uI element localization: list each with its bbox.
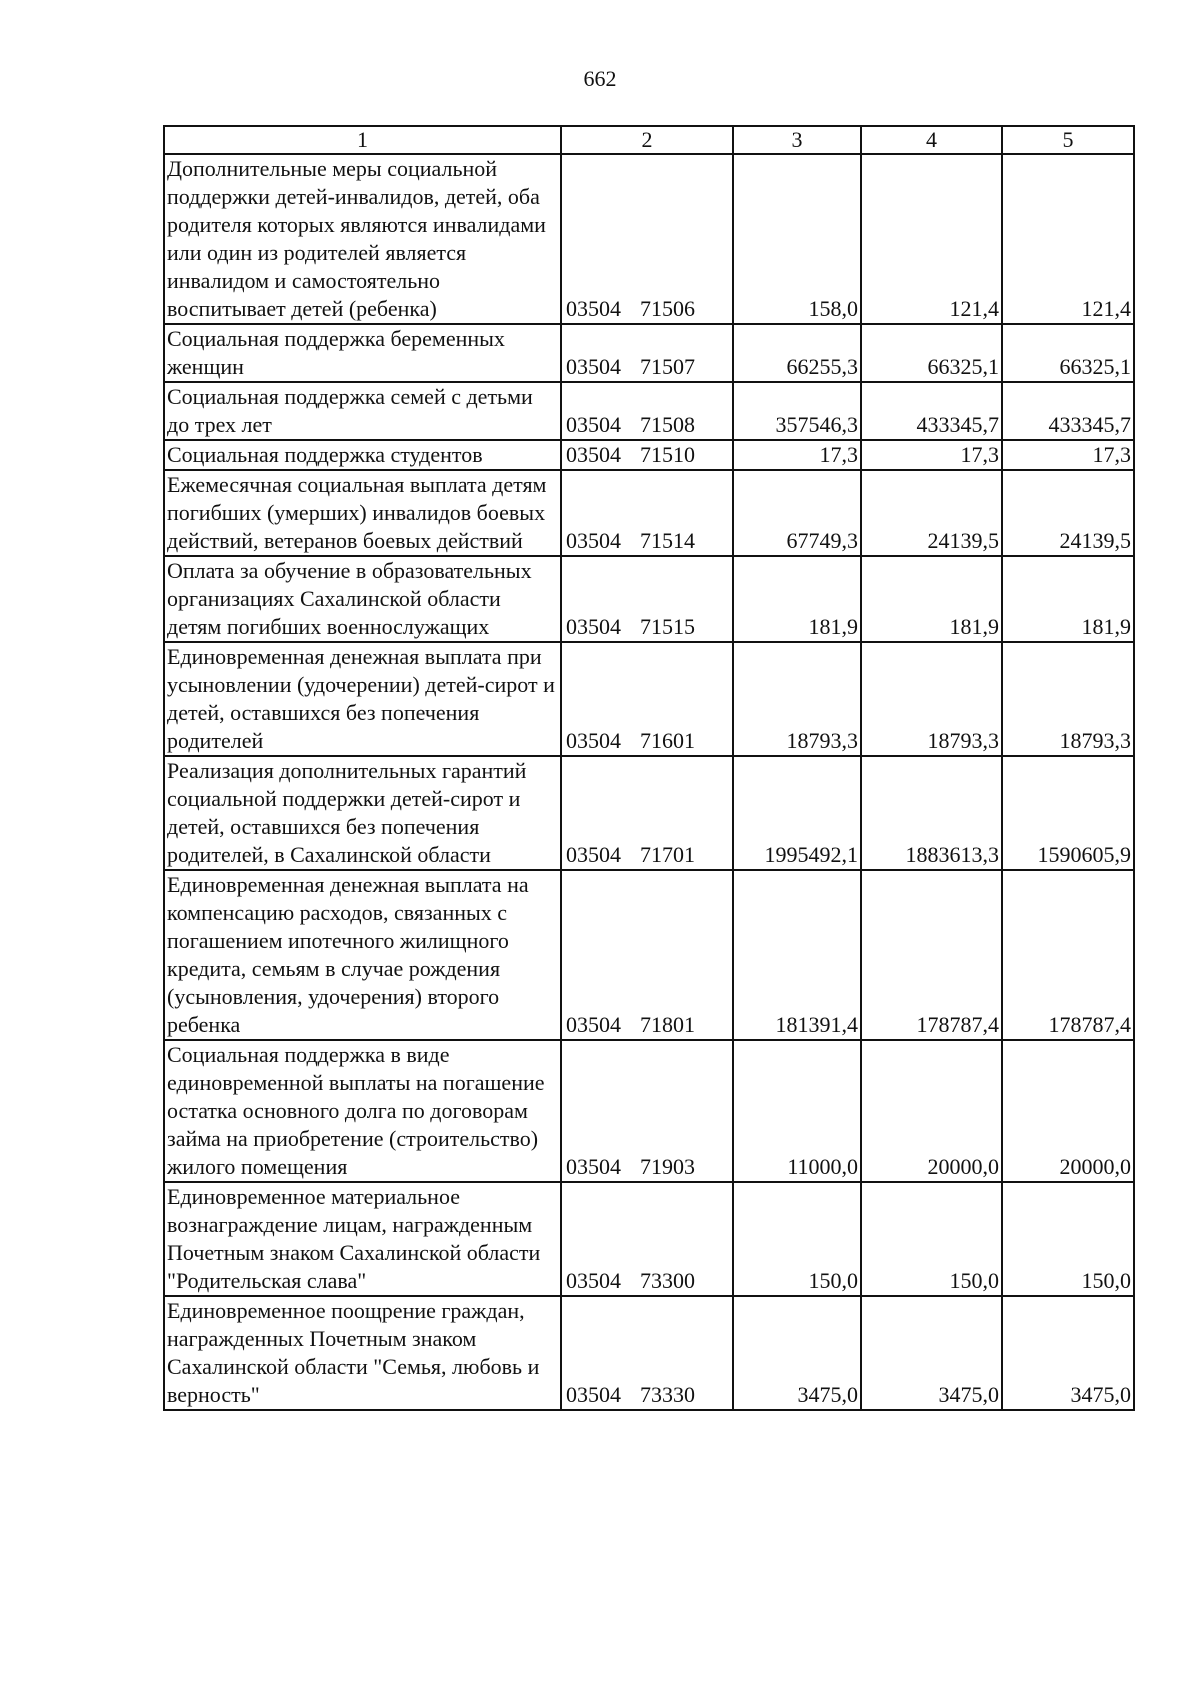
row-value-v5: 20000,0 xyxy=(1002,1040,1134,1182)
budget-table xyxy=(163,125,1135,1411)
row-value-v3: 181,9 xyxy=(733,556,861,642)
table-row xyxy=(164,1182,1134,1296)
row-value-v5: 1590605,9 xyxy=(1002,756,1134,870)
row-code xyxy=(561,470,733,556)
row-code-section: 03504 xyxy=(566,1268,621,1293)
row-name: Ежемесячная социальная выплата детям погибших (умерших) инвалидов боевых действий, ветеранов боевых действий xyxy=(164,470,561,556)
row-value-v4: 150,0 xyxy=(861,1182,1002,1296)
row-value-v4: 433345,7 xyxy=(861,382,1002,440)
row-code-article: 73300 xyxy=(640,1268,695,1293)
row-code xyxy=(561,642,733,756)
row-code xyxy=(561,756,733,870)
row-value-v3: 357546,3 xyxy=(733,382,861,440)
column-header: 4 xyxy=(861,126,1002,154)
row-code xyxy=(561,440,733,470)
row-name: Социальная поддержка в виде единовременной выплаты на погашение остатка основного долга по договорам займа на приобретение (строительство) жилого помещения xyxy=(164,1040,561,1182)
table-row xyxy=(164,1040,1134,1182)
row-value-v3: 18793,3 xyxy=(733,642,861,756)
row-value-v5: 121,4 xyxy=(1002,154,1134,324)
row-value-v5: 17,3 xyxy=(1002,440,1134,470)
row-value-v5: 18793,3 xyxy=(1002,642,1134,756)
table-row xyxy=(164,756,1134,870)
row-code-article: 71514 xyxy=(640,528,695,553)
row-code xyxy=(561,1296,733,1410)
table-row xyxy=(164,440,1134,470)
table-row xyxy=(164,1296,1134,1410)
row-code xyxy=(561,324,733,382)
row-value-v4: 18793,3 xyxy=(861,642,1002,756)
row-name: Реализация дополнительных гарантий социальной поддержки детей-сирот и детей, оставшихся без попечения родителей, в Сахалинской области xyxy=(164,756,561,870)
row-code-section: 03504 xyxy=(566,442,621,467)
row-code-article: 71601 xyxy=(640,728,695,753)
row-code xyxy=(561,1040,733,1182)
row-code xyxy=(561,870,733,1040)
table-row xyxy=(164,470,1134,556)
table-row xyxy=(164,642,1134,756)
row-value-v4: 3475,0 xyxy=(861,1296,1002,1410)
table-row xyxy=(164,154,1134,324)
row-value-v3: 158,0 xyxy=(733,154,861,324)
row-name: Единовременное материальное вознаграждение лицам, награжденным Почетным знаком Сахалинской области "Родительская слава" xyxy=(164,1182,561,1296)
row-value-v5: 3475,0 xyxy=(1002,1296,1134,1410)
row-value-v3: 150,0 xyxy=(733,1182,861,1296)
row-code-section: 03504 xyxy=(566,1154,621,1179)
row-value-v3: 67749,3 xyxy=(733,470,861,556)
row-name: Социальная поддержка беременных женщин xyxy=(164,324,561,382)
row-code-section: 03504 xyxy=(566,614,621,639)
row-code-article: 71506 xyxy=(640,296,695,321)
row-value-v4: 181,9 xyxy=(861,556,1002,642)
row-name: Социальная поддержка студентов xyxy=(164,440,561,470)
row-value-v5: 150,0 xyxy=(1002,1182,1134,1296)
row-code-section: 03504 xyxy=(566,354,621,379)
row-name: Социальная поддержка семей с детьми до трех лет xyxy=(164,382,561,440)
row-value-v4: 17,3 xyxy=(861,440,1002,470)
row-code-section: 03504 xyxy=(566,528,621,553)
row-code xyxy=(561,556,733,642)
row-value-v5: 24139,5 xyxy=(1002,470,1134,556)
row-value-v5: 181,9 xyxy=(1002,556,1134,642)
row-value-v5: 66325,1 xyxy=(1002,324,1134,382)
row-value-v3: 17,3 xyxy=(733,440,861,470)
row-value-v5: 433345,7 xyxy=(1002,382,1134,440)
row-code-article: 71507 xyxy=(640,354,695,379)
row-code-section: 03504 xyxy=(566,728,621,753)
table-row xyxy=(164,324,1134,382)
row-code-section: 03504 xyxy=(566,842,621,867)
row-name: Единовременное поощрение граждан, награжденных Почетным знаком Сахалинской области "Семья, любовь и верность" xyxy=(164,1296,561,1410)
row-code-article: 71701 xyxy=(640,842,695,867)
row-code-article: 73330 xyxy=(640,1382,695,1407)
table-row xyxy=(164,870,1134,1040)
table-body xyxy=(164,154,1134,1410)
row-code-section: 03504 xyxy=(566,412,621,437)
table-row xyxy=(164,556,1134,642)
row-name: Единовременная денежная выплата на компенсацию расходов, связанных с погашением ипотечного жилищного кредита, семьям в случае рождения (усыновления, удочерения) второго ребенка xyxy=(164,870,561,1040)
row-code xyxy=(561,1182,733,1296)
column-header: 2 xyxy=(561,126,733,154)
row-value-v3: 1995492,1 xyxy=(733,756,861,870)
page-number: 662 xyxy=(583,66,617,91)
row-value-v4: 178787,4 xyxy=(861,870,1002,1040)
row-code-section: 03504 xyxy=(566,296,621,321)
row-code xyxy=(561,382,733,440)
row-code-article: 71510 xyxy=(640,442,695,467)
row-name: Единовременная денежная выплата при усыновлении (удочерении) детей-сирот и детей, оставшихся без попечения родителей xyxy=(164,642,561,756)
row-value-v4: 121,4 xyxy=(861,154,1002,324)
row-name: Дополнительные меры социальной поддержки детей-инвалидов, детей, оба родителя которых являются инвалидами или один из родителей является инвалидом и самостоятельно воспитывает детей (ребенка) xyxy=(164,154,561,324)
row-value-v4: 66325,1 xyxy=(861,324,1002,382)
column-header: 3 xyxy=(733,126,861,154)
row-value-v5: 178787,4 xyxy=(1002,870,1134,1040)
row-value-v4: 20000,0 xyxy=(861,1040,1002,1182)
row-code-article: 71515 xyxy=(640,614,695,639)
row-name: Оплата за обучение в образовательных организациях Сахалинской области детям погибших военнослужащих xyxy=(164,556,561,642)
row-code-section: 03504 xyxy=(566,1382,621,1407)
table-header-row xyxy=(164,126,1134,154)
row-value-v3: 3475,0 xyxy=(733,1296,861,1410)
column-header: 1 xyxy=(164,126,561,154)
column-header: 5 xyxy=(1002,126,1134,154)
row-value-v4: 1883613,3 xyxy=(861,756,1002,870)
row-value-v4: 24139,5 xyxy=(861,470,1002,556)
table-row xyxy=(164,382,1134,440)
row-code xyxy=(561,154,733,324)
row-code-article: 71801 xyxy=(640,1012,695,1037)
row-code-article: 71508 xyxy=(640,412,695,437)
row-code-article: 71903 xyxy=(640,1154,695,1179)
row-value-v3: 66255,3 xyxy=(733,324,861,382)
row-value-v3: 181391,4 xyxy=(733,870,861,1040)
row-code-section: 03504 xyxy=(566,1012,621,1037)
row-value-v3: 11000,0 xyxy=(733,1040,861,1182)
